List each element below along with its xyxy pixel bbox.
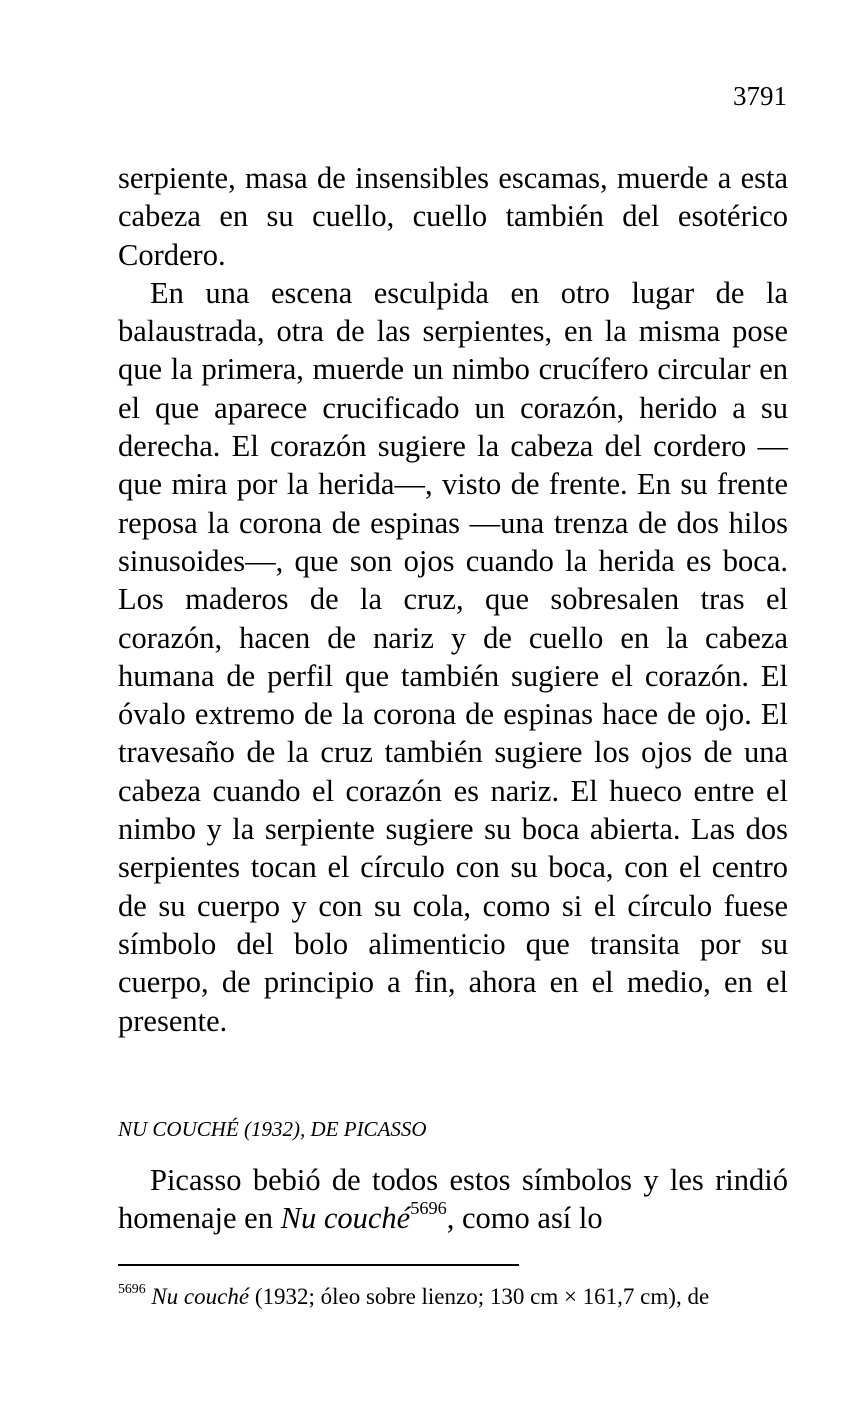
footnote	[118, 1283, 788, 1311]
footnote-text: (1932; óleo sobre lienzo; 130 cm × 161,7 cm), de	[249, 1284, 710, 1309]
paragraph-picasso-text: Picasso bebió de todos estos símbolos y les rindió homenaje en	[118, 1163, 788, 1236]
paragraph-picasso-tail: , como así lo	[446, 1201, 603, 1236]
page-number: 3791	[733, 81, 787, 111]
body-text-top	[118, 159, 788, 1040]
footnote-number: 5696	[118, 1281, 146, 1297]
body-text-bottom	[118, 1161, 788, 1238]
paragraph-picasso	[118, 1161, 788, 1238]
paragraph-escena: En una escena esculpida en otro lugar de la balaustrada, otra de las serpientes, en la misma pose que la primera, muerde un nimbo crucífero circular en el que aparece crucificado un corazón, herido a su derecha. El corazón sugiere la cabeza del cordero —que mira por la herida—, visto de frente. En su frente reposa la corona de espinas —una trenza de dos hilos sinusoides—, que son ojos cuando la herida es boca. Los maderos de la cruz, que sobresalen tras el corazón, hacen de nariz y de cuello en la cabeza humana de perfil que también sugiere el corazón. El óvalo extremo de la corona de espinas hace de ojo. El travesaño de la cruz también sugiere los ojos de una cabeza cuando el corazón es nariz. El hueco entre el nimbo y la serpiente sugiere su boca abierta. Las dos serpientes tocan el círculo con su boca, con el centro de su cuerpo y con su cola, como si el círculo fuese símbolo del bolo alimenticio que transita por su cuerpo, de principio a fin, ahora en el medio, en el presente.	[118, 275, 788, 1038]
section-heading: NU COUCHÉ (1932), DE PICASSO	[118, 1117, 427, 1141]
footnote-artwork-title: Nu couché	[151, 1284, 250, 1309]
paragraph-continued: serpiente, masa de insensibles escamas, muerde a esta cabeza en su cuello, cuello también del esotérico Cordero.	[118, 161, 788, 272]
footnote-reference[interactable]: 5696	[410, 1198, 447, 1219]
artwork-title: Nu couché	[280, 1201, 411, 1236]
footnote-divider	[118, 1264, 519, 1266]
